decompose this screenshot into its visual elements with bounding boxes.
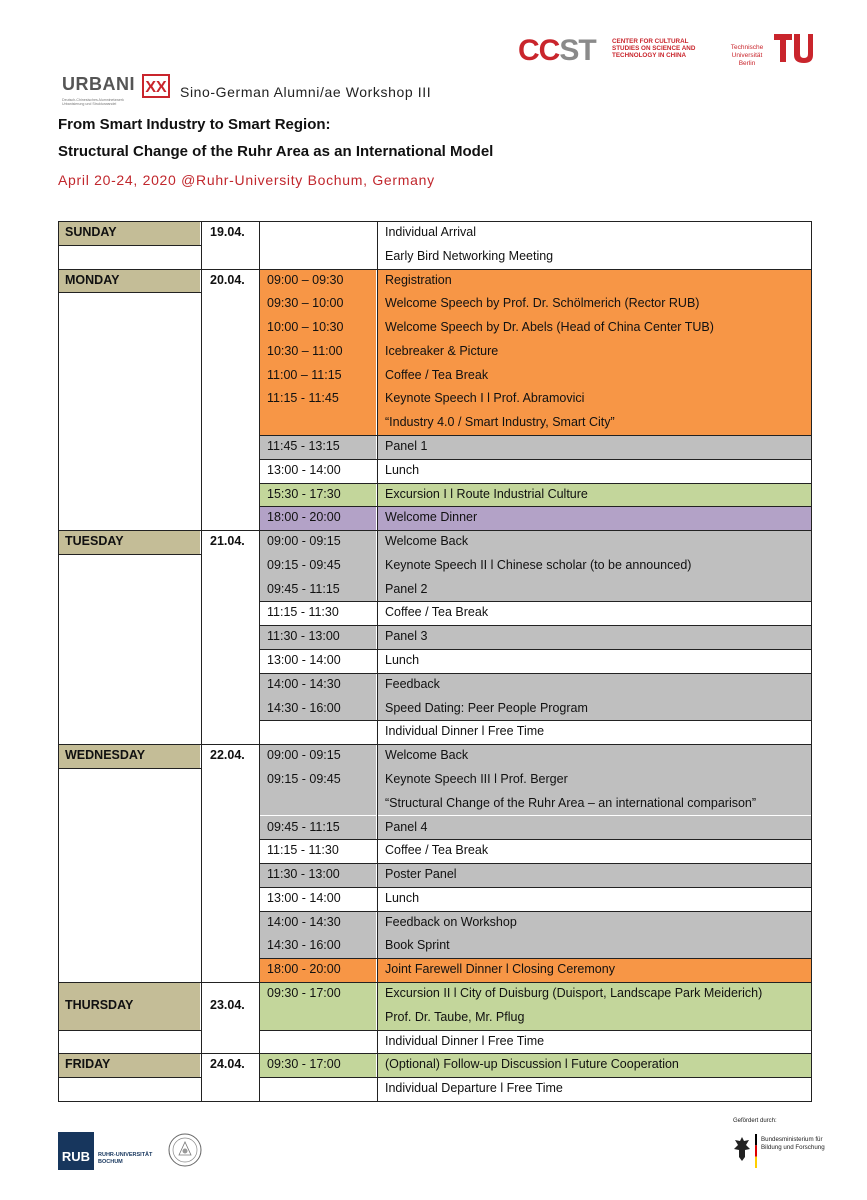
schedule-time: [260, 245, 376, 269]
schedule-day-date: 22.04.: [210, 748, 245, 763]
schedule-event: Joint Farewell Dinner l Closing Ceremony: [378, 958, 811, 982]
schedule-time: 14:00 - 14:30: [260, 673, 376, 697]
table-rule: [201, 221, 202, 1101]
table-rule: [58, 269, 811, 270]
schedule-time: 10:00 – 10:30: [260, 316, 376, 340]
schedule-event: Excursion II l City of Duisburg (Duisport, Landscape Park Meiderich): [378, 982, 811, 1006]
schedule-event: Registration: [378, 269, 811, 293]
schedule-event: Welcome Back: [378, 744, 811, 768]
table-rule: [58, 982, 811, 983]
schedule-event: Individual Dinner l Free Time: [378, 1030, 811, 1054]
schedule-event: Poster Panel: [378, 863, 811, 887]
schedule-time: [260, 221, 376, 245]
rub-logo-mark: RUB: [58, 1132, 94, 1170]
funded-by-label: Gefördert durch:: [733, 1118, 777, 1124]
schedule-time: 13:00 - 14:00: [260, 649, 376, 673]
german-flag-stripe-icon: [755, 1134, 757, 1168]
schedule-event: Welcome Speech by Dr. Abels (Head of China Center TUB): [378, 316, 811, 340]
schedule-time: 15:30 - 17:30: [260, 483, 376, 507]
schedule-time: 13:00 - 14:00: [260, 887, 376, 911]
schedule-time: 11:00 – 11:15: [260, 364, 376, 388]
schedule-day-date: 19.04.: [210, 225, 245, 239]
bmbf-logo: [733, 1118, 823, 1178]
rub-logo-text: RUHR-UNIVERSITÄT BOCHUM: [98, 1152, 153, 1165]
schedule-time: 18:00 - 20:00: [260, 958, 376, 982]
schedule-time: [260, 1030, 376, 1054]
table-rule: [259, 887, 811, 888]
schedule-event: Panel 4: [378, 816, 811, 840]
schedule-day-label: MONDAY: [58, 269, 200, 293]
tu-berlin-mark-icon: [772, 28, 814, 64]
schedule-time: 14:30 - 16:00: [260, 697, 376, 721]
schedule-event: Individual Departure l Free Time: [378, 1077, 811, 1101]
schedule-table: [58, 221, 811, 1101]
schedule-event: “Industry 4.0 / Smart Industry, Smart City”: [378, 411, 811, 435]
headline-line-1: From Smart Industry to Smart Region:: [58, 116, 331, 133]
table-rule: [58, 1030, 201, 1031]
schedule-event: Prof. Dr. Taube, Mr. Pflug: [378, 1006, 811, 1030]
schedule-time: 11:45 - 13:15: [260, 435, 376, 459]
urbanixx-logo-word: URBANI: [62, 74, 135, 94]
schedule-event: Welcome Dinner: [378, 506, 811, 530]
table-rule: [811, 221, 812, 1101]
schedule-time: 11:15 - 11:30: [260, 839, 376, 863]
schedule-time: [260, 720, 376, 744]
table-rule: [259, 863, 811, 864]
table-rule: [377, 221, 378, 1101]
schedule-time: 09:00 - 09:15: [260, 744, 376, 768]
table-rule: [58, 292, 201, 293]
schedule-event: Speed Dating: Peer People Program: [378, 697, 811, 721]
table-rule: [58, 1077, 201, 1078]
table-rule: [58, 530, 811, 531]
table-rule: [58, 1053, 811, 1054]
schedule-event: Individual Dinner l Free Time: [378, 720, 811, 744]
schedule-time: 09:30 – 10:00: [260, 292, 376, 316]
schedule-event: Early Bird Networking Meeting: [378, 245, 811, 269]
ccst-logo-mark-left: CC: [518, 34, 560, 67]
schedule-event: Lunch: [378, 887, 811, 911]
schedule-day-label: THURSDAY: [58, 982, 200, 1030]
tu-berlin-logo: [726, 24, 818, 84]
schedule-event: Coffee / Tea Break: [378, 364, 811, 388]
schedule-event: Panel 2: [378, 578, 811, 602]
university-seal-icon: [168, 1133, 202, 1167]
table-rule: [259, 483, 811, 484]
headline-line-2: Structural Change of the Ruhr Area as an International Model: [58, 143, 494, 160]
schedule-day-label: SUNDAY: [58, 221, 200, 245]
table-rule: [58, 768, 201, 769]
table-rule: [58, 221, 59, 1101]
table-rule: [259, 649, 811, 650]
schedule-time: 09:30 - 17:00: [260, 1053, 376, 1077]
urbanixx-logo-subtitle: Deutsch-Chinesisches Alumninetzwerk Urbanisierung und Strukturwandel: [62, 98, 124, 106]
schedule-event: Book Sprint: [378, 934, 811, 958]
schedule-event: Individual Arrival: [378, 221, 811, 245]
schedule-time: 11:30 - 13:00: [260, 863, 376, 887]
table-rule: [58, 245, 201, 246]
schedule-time: 13:00 - 14:00: [260, 459, 376, 483]
table-rule: [259, 1077, 811, 1078]
schedule-event: “Structural Change of the Ruhr Area – an international comparison”: [378, 792, 811, 816]
schedule-time: 14:00 - 14:30: [260, 911, 376, 935]
federal-eagle-icon: [733, 1135, 751, 1163]
schedule-time: 09:45 - 11:15: [260, 578, 376, 602]
schedule-event: Lunch: [378, 649, 811, 673]
schedule-time: 09:45 - 11:15: [260, 816, 376, 840]
schedule-event: Excursion I l Route Industrial Culture: [378, 483, 811, 507]
schedule-event: Panel 1: [378, 435, 811, 459]
schedule-time: 09:00 – 09:30: [260, 269, 376, 293]
schedule-day-date: 20.04.: [210, 272, 245, 287]
ccst-logo-mark-right: ST: [559, 34, 596, 67]
schedule-day-label: TUESDAY: [58, 530, 200, 554]
urbanixx-logo-mark: XX: [142, 74, 170, 98]
ccst-logo: [518, 34, 698, 70]
workshop-title: Sino-German Alumni/ae Workshop III: [180, 84, 432, 100]
schedule-event: Keynote Speech III l Prof. Berger: [378, 768, 811, 792]
schedule-event: Coffee / Tea Break: [378, 601, 811, 625]
schedule-time: [260, 1006, 376, 1030]
table-rule: [259, 435, 811, 436]
table-rule: [259, 601, 811, 602]
table-rule: [58, 744, 811, 745]
schedule-day-date: 23.04.: [210, 997, 245, 1012]
schedule-day-label: WEDNESDAY: [58, 744, 200, 768]
table-rule: [259, 1030, 811, 1031]
table-rule: [259, 221, 260, 1101]
table-rule: [58, 554, 201, 555]
schedule-time: 18:00 - 20:00: [260, 506, 376, 530]
table-rule: [259, 625, 811, 626]
bmbf-name: Bundesministerium für Bildung und Forschung: [761, 1136, 825, 1151]
schedule-time: 11:15 - 11:30: [260, 601, 376, 625]
schedule-day-date: 21.04.: [210, 534, 245, 549]
table-rule: [58, 1101, 811, 1102]
schedule-time: 10:30 – 11:00: [260, 340, 376, 364]
schedule-day-label: FRIDAY: [58, 1053, 200, 1077]
schedule-event: Panel 3: [378, 625, 811, 649]
schedule-time: 09:30 - 17:00: [260, 982, 376, 1006]
table-rule: [259, 958, 811, 959]
urbanixx-logo: [62, 74, 176, 108]
schedule-time: 14:30 - 16:00: [260, 934, 376, 958]
schedule-event: Welcome Back: [378, 530, 811, 554]
schedule-event: Icebreaker & Picture: [378, 340, 811, 364]
schedule-event: Feedback: [378, 673, 811, 697]
schedule-event: (Optional) Follow-up Discussion l Future Cooperation: [378, 1053, 811, 1077]
schedule-event: Welcome Speech by Prof. Dr. Schölmerich (Rector RUB): [378, 292, 811, 316]
event-date-location: April 20-24, 2020 @Ruhr-University Bochum, Germany: [58, 172, 435, 188]
schedule-time: 11:30 - 13:00: [260, 625, 376, 649]
schedule-day-date: 24.04.: [210, 1057, 245, 1072]
schedule-time: [260, 1077, 376, 1101]
ccst-logo-mark: [518, 34, 596, 68]
schedule-event: Keynote Speech I l Prof. Abramovici: [378, 387, 811, 411]
table-rule: [259, 673, 811, 674]
schedule-time: [260, 792, 376, 816]
schedule-time: 09:15 - 09:45: [260, 554, 376, 578]
schedule-event: Coffee / Tea Break: [378, 839, 811, 863]
schedule-time: 11:15 - 11:45: [260, 387, 376, 411]
table-rule: [58, 221, 811, 222]
rub-logo: [58, 1132, 158, 1172]
tu-berlin-name: Technische Universität Berlin: [730, 44, 764, 67]
schedule-event: Feedback on Workshop: [378, 911, 811, 935]
schedule-time: [260, 411, 376, 435]
table-rule: [259, 839, 811, 840]
table-rule: [259, 459, 811, 460]
schedule-time: 09:15 - 09:45: [260, 768, 376, 792]
table-rule: [259, 506, 811, 507]
schedule-event: Keynote Speech II l Chinese scholar (to be announced): [378, 554, 811, 578]
table-rule: [259, 911, 811, 912]
schedule-time: 09:00 - 09:15: [260, 530, 376, 554]
ccst-logo-subtitle: CENTER FOR CULTURAL STUDIES ON SCIENCE AND TECHNOLOGY IN CHINA: [612, 38, 696, 59]
table-rule: [259, 720, 811, 721]
schedule-event: Lunch: [378, 459, 811, 483]
